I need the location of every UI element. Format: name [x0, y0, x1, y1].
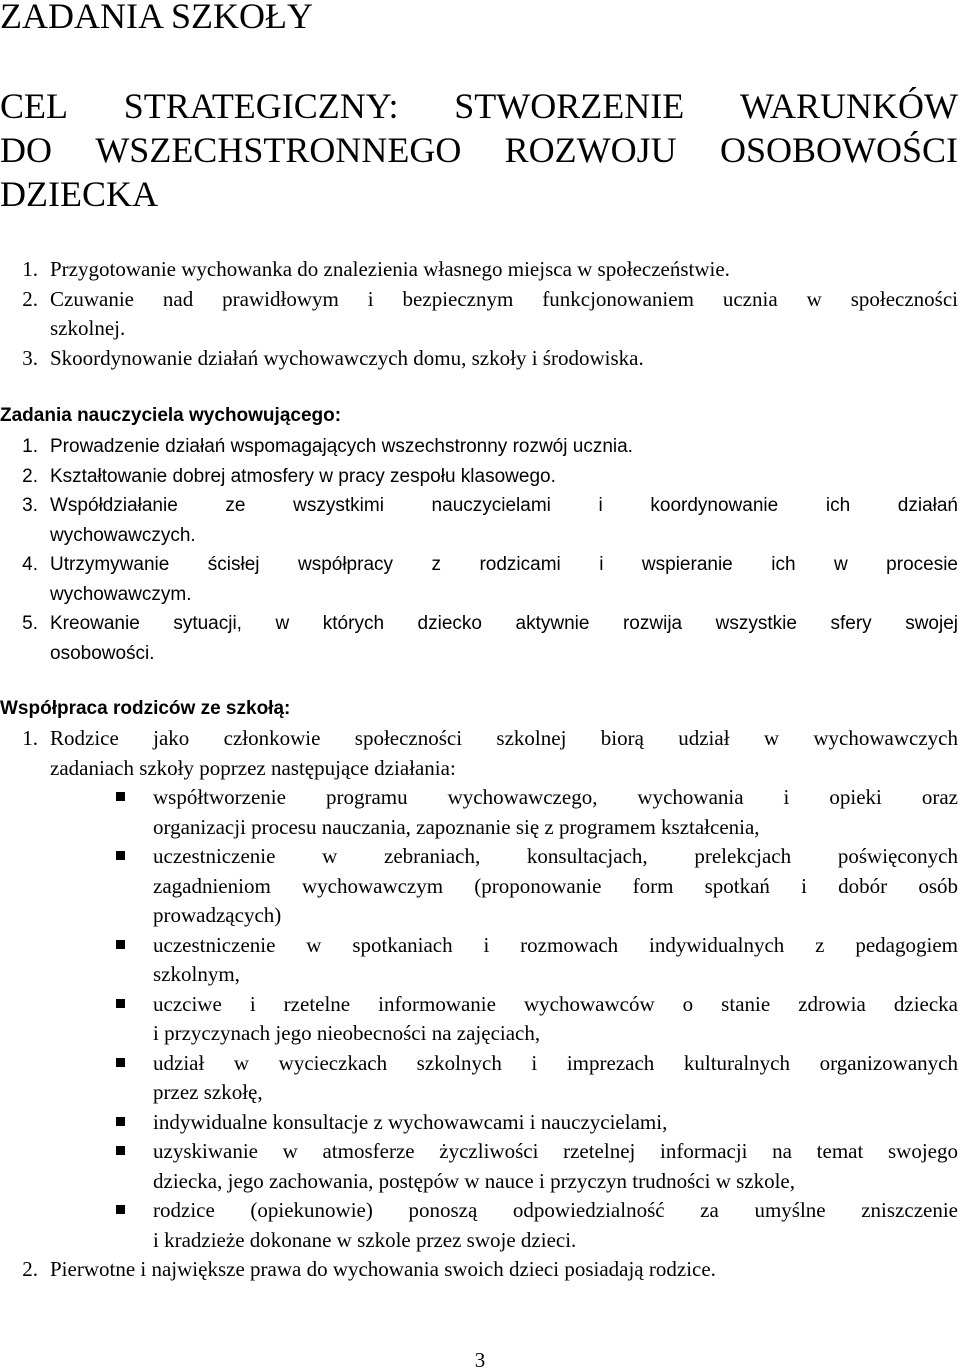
word: OSOBOWOŚCI [719, 130, 958, 170]
list-text [38, 550, 958, 609]
text-line: i kradzieże dokonane w szkole przez swoje dzieci. [153, 1227, 577, 1252]
teacher-tasks-list [0, 432, 958, 668]
list-item [0, 550, 958, 609]
strategic-goal-line-3: DZIECKA [0, 174, 158, 214]
teacher-tasks-section [0, 402, 958, 668]
text-line: Współdziałanie ze wszystkimi nauczycielami i koordynowanie ich działań [50, 495, 958, 516]
bullet-item [113, 1137, 958, 1196]
list-text [38, 491, 958, 550]
text-line: uczestniczenie w zebraniach, konsultacjach, prelekcjach poświęconych [153, 844, 958, 868]
text-line: wychowawczych. [50, 524, 196, 546]
list-text: Skoordynowanie działań wychowawczych domu, szkoły i środowiska. [50, 345, 644, 370]
bullet-text [153, 1196, 958, 1255]
bullet-item [113, 990, 958, 1049]
text-line: dziecka, jego zachowania, postępów w nauce i przyczyn trudności w szkole, [153, 1168, 796, 1193]
square-bullet-icon [113, 931, 153, 990]
text-line: zagadnieniom wychowawczym (proponowanie form spotkań i dobór osób [153, 873, 958, 898]
word: STWORZENIE [454, 86, 685, 126]
text-line: prowadzących) [153, 903, 282, 927]
text-line: uczestniczenie w spotkaniach i rozmowach indywidualnych z pedagogiem [153, 932, 958, 957]
text-line: Utrzymywanie ścisłej współpracy z rodzicami i wspieranie ich w procesie [50, 554, 958, 575]
text-line: szkolnej. [50, 316, 126, 340]
list-text [38, 609, 958, 668]
text-line: i przyczynach jego nieobecności na zajęciach, [153, 1021, 541, 1045]
list-item [0, 609, 958, 668]
list-item [0, 462, 958, 492]
bullet-item [113, 783, 958, 842]
bullet-text [153, 783, 958, 842]
strategic-goal-line-1 [0, 84, 958, 128]
text-line: osobowości. [50, 642, 155, 664]
word: CEL [0, 86, 68, 126]
bullet-text [153, 1108, 958, 1138]
text-line: szkolnym, [153, 962, 240, 986]
list-text: Przygotowanie wychowanka do znalezienia własnego miejsca w społeczeństwie. [50, 257, 730, 281]
square-bullet-icon [113, 783, 153, 842]
list-item [0, 1255, 958, 1285]
text-line: Czuwanie nad prawidłowym i bezpiecznym funkcjonowaniem ucznia w społeczności [50, 286, 958, 311]
text-line: przez szkołę, [153, 1080, 263, 1104]
parents-cooperation-section [0, 695, 958, 1285]
text-line: zadaniach szkoły poprzez następujące działania: [50, 755, 456, 780]
list-item [0, 255, 958, 285]
list-item [0, 285, 958, 344]
bullet-text [153, 1049, 958, 1108]
bullet-text [153, 931, 958, 990]
bullet-text [153, 1137, 958, 1196]
text-line: udział w wycieczkach szkolnych i imprezach kulturalnych organizowanych [153, 1050, 958, 1075]
bullet-item [113, 842, 958, 931]
text-line: Rodzice jako członkowie społeczności szkolnej biorą udział w wychowawczych [50, 726, 958, 750]
text-line: współtworzenie programu wychowawczego, wychowania i opieki oraz [153, 785, 958, 809]
square-bullet-icon [113, 1049, 153, 1108]
list-number: 2. [22, 1257, 38, 1281]
bullet-item [113, 1108, 958, 1138]
square-bullet-icon [113, 842, 153, 931]
bullet-item [113, 1049, 958, 1108]
list-number: 4. [22, 554, 38, 575]
list-item [0, 344, 958, 374]
square-bullet-icon [113, 990, 153, 1049]
list-number: 3. [22, 495, 38, 516]
bullet-item [113, 931, 958, 990]
list-item [0, 724, 958, 783]
square-bullet-icon [113, 1137, 153, 1196]
bullet-text [153, 990, 958, 1049]
list-item [0, 491, 958, 550]
text-line: Kreowanie sytuacji, w których dziecko aktywnie rozwija wszystkie sfery swojej [50, 613, 958, 634]
text-line: uzyskiwanie w atmosferze życzliwości rzetelnej informacji na temat swojego [153, 1139, 958, 1163]
text-line: organizacji procesu nauczania, zapoznanie się z programem kształcenia, [153, 814, 760, 839]
bullet-item [113, 1196, 958, 1255]
goals-list [0, 255, 958, 373]
list-number: 2. [22, 286, 38, 311]
word: STRATEGICZNY: [123, 86, 399, 126]
list-number: 5. [22, 613, 38, 634]
list-number: 1. [22, 726, 38, 750]
text-line: uczciwe i rzetelne informowanie wychowawców o stanie zdrowia dziecka [153, 991, 958, 1016]
parents-list [0, 724, 958, 1285]
list-number: 1. [22, 257, 38, 281]
list-number: 2. [22, 465, 38, 487]
word: WSZECHSTRONNEGO [95, 130, 462, 170]
list-text [38, 724, 958, 783]
section-heading: Zadania nauczyciela wychowującego: [0, 405, 342, 426]
list-number: 3. [22, 345, 38, 370]
word: ROZWOJU [504, 130, 677, 170]
text-line: rodzice (opiekunowie) ponoszą odpowiedzialność za umyślne zniszczenie [153, 1198, 958, 1222]
list-text: Prowadzenie działań wspomagających wszechstronny rozwój ucznia. [50, 436, 633, 457]
text-line: indywidualne konsultacje z wychowawcami i nauczycielami, [153, 1109, 668, 1134]
page-number: 3 [474, 1348, 486, 1372]
section-heading: Współpraca rodziców ze szkołą: [0, 698, 291, 719]
square-bullet-icon [113, 1108, 153, 1138]
text-line: wychowawczym. [50, 583, 192, 605]
word: DO [0, 130, 52, 170]
strategic-goal-line-2 [0, 128, 958, 172]
word: WARUNKÓW [740, 86, 958, 126]
document-title: ZADANIA SZKOŁY [0, 0, 313, 36]
list-number: 1. [22, 436, 38, 457]
list-text [38, 285, 958, 344]
list-item [0, 432, 958, 462]
square-bullet-icon [113, 1196, 153, 1255]
strategic-goal-heading [0, 84, 958, 216]
list-text: Kształtowanie dobrej atmosfery w pracy zespołu klasowego. [50, 465, 556, 487]
list-text: Pierwotne i największe prawa do wychowania swoich dzieci posiadają rodzice. [50, 1257, 716, 1281]
bullet-text [153, 842, 958, 931]
